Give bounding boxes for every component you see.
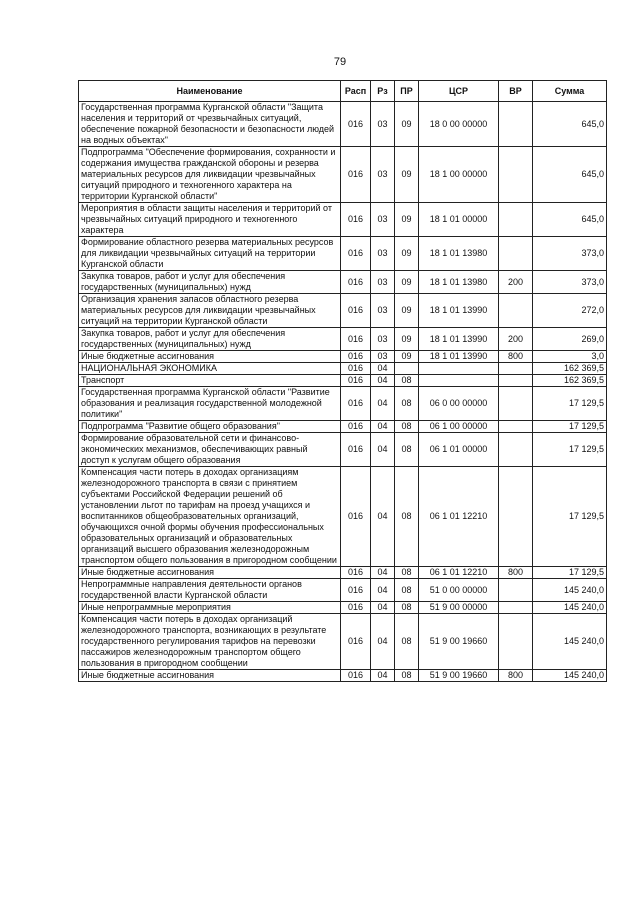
- row-pr: 08: [395, 670, 419, 682]
- row-pr: [395, 363, 419, 375]
- row-name: Государственная программа Курганской области "Развитие образования и реализация государственной молодежной политики": [79, 387, 341, 421]
- row-rz: 04: [371, 375, 395, 387]
- row-rasp: 016: [341, 237, 371, 271]
- table-row: [79, 421, 607, 433]
- table-row: [79, 670, 607, 682]
- row-name: Подпрограмма "Обеспечение формирования, сохранности и содержания имущества гражданской обороны и резерва материальных ресурсов для ликвидации чрезвычайных ситуаций природного и техногенного характера на территории Курганской области": [79, 147, 341, 203]
- row-vr: 800: [499, 567, 533, 579]
- row-name: Формирование образовательной сети и финансово-экономических механизмов, обеспечивающих равный доступ к услугам общего образования: [79, 433, 341, 467]
- header-rz: Рз: [371, 81, 395, 102]
- budget-table: [78, 80, 607, 682]
- header-rasp: Расп: [341, 81, 371, 102]
- row-sum: 17 129,5: [533, 467, 607, 567]
- row-sum: 17 129,5: [533, 387, 607, 421]
- row-name: Иные непрограммные мероприятия: [79, 602, 341, 614]
- row-name: Компенсация части потерь в доходах организаций железнодорожного транспорта, возникающих в результате государственного регулирования тарифов на перевозки пассажиров железнодорожным транспортом общего пользования в пригородном сообщении: [79, 614, 341, 670]
- row-name: Формирование областного резерва материальных ресурсов для ликвидации чрезвычайных ситуаций на территории Курганской области: [79, 237, 341, 271]
- row-rasp: 016: [341, 375, 371, 387]
- row-rasp: 016: [341, 433, 371, 467]
- table-row: [79, 351, 607, 363]
- table-row: [79, 237, 607, 271]
- row-name: Транспорт: [79, 375, 341, 387]
- row-name: Государственная программа Курганской области "Защита населения и территорий от чрезвычайных ситуаций, обеспечение пожарной безопасности и безопасности людей на водных объектах": [79, 102, 341, 147]
- table-row: [79, 147, 607, 203]
- row-pr: 09: [395, 328, 419, 351]
- row-name: Иные бюджетные ассигнования: [79, 567, 341, 579]
- row-pr: 08: [395, 387, 419, 421]
- row-name: Организация хранения запасов областного резерва материальных ресурсов для ликвидации чрезвычайных ситуаций на территории Курганской области: [79, 294, 341, 328]
- header-sum: Сумма: [533, 81, 607, 102]
- row-pr: 08: [395, 614, 419, 670]
- table-row: [79, 203, 607, 237]
- row-rz: 03: [371, 203, 395, 237]
- row-name: Мероприятия в области защиты населения и территорий от чрезвычайных ситуаций природного и техногенного характера: [79, 203, 341, 237]
- row-sum: 145 240,0: [533, 579, 607, 602]
- row-name: Закупка товаров, работ и услуг для обеспечения государственных (муниципальных) нужд: [79, 271, 341, 294]
- row-csr: 06 1 00 00000: [419, 421, 499, 433]
- row-rasp: 016: [341, 102, 371, 147]
- row-rz: 03: [371, 147, 395, 203]
- row-rz: 03: [371, 237, 395, 271]
- row-csr: [419, 363, 499, 375]
- row-csr: 18 1 01 13990: [419, 328, 499, 351]
- row-vr: [499, 294, 533, 328]
- row-vr: 800: [499, 351, 533, 363]
- table-header-row: [79, 81, 607, 102]
- table-row: [79, 567, 607, 579]
- row-sum: 645,0: [533, 147, 607, 203]
- row-rasp: 016: [341, 328, 371, 351]
- table-row: [79, 387, 607, 421]
- row-rasp: 016: [341, 351, 371, 363]
- row-csr: 51 9 00 00000: [419, 602, 499, 614]
- header-vr: ВР: [499, 81, 533, 102]
- row-sum: 17 129,5: [533, 567, 607, 579]
- row-pr: 09: [395, 294, 419, 328]
- table-row: [79, 602, 607, 614]
- row-sum: 3,0: [533, 351, 607, 363]
- row-pr: 09: [395, 237, 419, 271]
- row-name: Подпрограмма "Развитие общего образования": [79, 421, 341, 433]
- row-pr: 09: [395, 351, 419, 363]
- row-sum: 162 369,5: [533, 375, 607, 387]
- row-sum: 645,0: [533, 102, 607, 147]
- table-row: [79, 614, 607, 670]
- table-row: [79, 579, 607, 602]
- row-sum: 17 129,5: [533, 421, 607, 433]
- row-name: Непрограммные направления деятельности органов государственной власти Курганской области: [79, 579, 341, 602]
- row-rasp: 016: [341, 363, 371, 375]
- row-rz: 04: [371, 602, 395, 614]
- row-pr: 08: [395, 421, 419, 433]
- row-rasp: 016: [341, 387, 371, 421]
- row-rasp: 016: [341, 147, 371, 203]
- row-sum: 145 240,0: [533, 602, 607, 614]
- row-csr: [419, 375, 499, 387]
- row-rasp: 016: [341, 579, 371, 602]
- row-rasp: 016: [341, 602, 371, 614]
- row-pr: 09: [395, 203, 419, 237]
- row-rz: 04: [371, 670, 395, 682]
- row-sum: 145 240,0: [533, 670, 607, 682]
- row-vr: [499, 387, 533, 421]
- row-rz: 03: [371, 271, 395, 294]
- row-vr: [499, 147, 533, 203]
- row-sum: 272,0: [533, 294, 607, 328]
- row-vr: 200: [499, 328, 533, 351]
- table-row: [79, 433, 607, 467]
- row-rasp: 016: [341, 421, 371, 433]
- table-row: [79, 363, 607, 375]
- row-vr: [499, 237, 533, 271]
- row-pr: 08: [395, 602, 419, 614]
- row-vr: [499, 467, 533, 567]
- row-vr: [499, 433, 533, 467]
- row-csr: 06 0 00 00000: [419, 387, 499, 421]
- page-number: 79: [333, 56, 347, 68]
- row-rz: 04: [371, 579, 395, 602]
- row-vr: [499, 579, 533, 602]
- row-csr: 18 1 01 13990: [419, 351, 499, 363]
- row-rz: 03: [371, 102, 395, 147]
- row-csr: 51 9 00 19660: [419, 614, 499, 670]
- row-rasp: 016: [341, 294, 371, 328]
- row-rz: 04: [371, 387, 395, 421]
- row-rz: 04: [371, 614, 395, 670]
- row-rz: 04: [371, 567, 395, 579]
- row-pr: 08: [395, 579, 419, 602]
- table-row: [79, 271, 607, 294]
- row-name: Компенсация части потерь в доходах организациям железнодорожного транспорта в связи с принятием субъектами Российской Федерации решений об установлении льгот по тарифам на проезд учащихся и воспитанников общеобразовательных организаций, обучающихся очной формы обучения профессиональных образовательных организаций и образовательных организаций высшего образования железнодорожным транспортом общего пользования в пригородном сообщении: [79, 467, 341, 567]
- row-rz: 04: [371, 363, 395, 375]
- row-vr: [499, 102, 533, 147]
- row-vr: [499, 614, 533, 670]
- row-rasp: 016: [341, 614, 371, 670]
- row-pr: 09: [395, 271, 419, 294]
- row-name: Иные бюджетные ассигнования: [79, 351, 341, 363]
- table-row: [79, 467, 607, 567]
- row-sum: 162 369,5: [533, 363, 607, 375]
- row-sum: 269,0: [533, 328, 607, 351]
- row-csr: 18 0 00 00000: [419, 102, 499, 147]
- row-sum: 645,0: [533, 203, 607, 237]
- row-pr: 09: [395, 102, 419, 147]
- row-vr: [499, 421, 533, 433]
- row-csr: 06 1 01 00000: [419, 433, 499, 467]
- header-pr: ПР: [395, 81, 419, 102]
- row-sum: 373,0: [533, 271, 607, 294]
- row-rz: 04: [371, 421, 395, 433]
- row-csr: 18 1 01 13980: [419, 237, 499, 271]
- row-name: НАЦИОНАЛЬНАЯ ЭКОНОМИКА: [79, 363, 341, 375]
- row-name: Иные бюджетные ассигнования: [79, 670, 341, 682]
- row-csr: 51 0 00 00000: [419, 579, 499, 602]
- header-csr: ЦСР: [419, 81, 499, 102]
- row-csr: 18 1 01 13990: [419, 294, 499, 328]
- row-pr: 08: [395, 375, 419, 387]
- row-sum: 145 240,0: [533, 614, 607, 670]
- row-csr: 51 9 00 19660: [419, 670, 499, 682]
- table-row: [79, 375, 607, 387]
- row-rz: 03: [371, 294, 395, 328]
- row-vr: 800: [499, 670, 533, 682]
- row-vr: [499, 375, 533, 387]
- table-row: [79, 294, 607, 328]
- row-rz: 03: [371, 328, 395, 351]
- row-pr: 08: [395, 567, 419, 579]
- row-rasp: 016: [341, 203, 371, 237]
- row-csr: 06 1 01 12210: [419, 467, 499, 567]
- row-rz: 04: [371, 433, 395, 467]
- header-name: Наименование: [79, 81, 341, 102]
- row-rasp: 016: [341, 467, 371, 567]
- row-rz: 04: [371, 467, 395, 567]
- row-csr: 18 1 00 00000: [419, 147, 499, 203]
- row-csr: 18 1 01 13980: [419, 271, 499, 294]
- row-vr: [499, 203, 533, 237]
- row-name: Закупка товаров, работ и услуг для обеспечения государственных (муниципальных) нужд: [79, 328, 341, 351]
- row-rasp: 016: [341, 670, 371, 682]
- row-vr: [499, 363, 533, 375]
- row-vr: [499, 602, 533, 614]
- table-row: [79, 328, 607, 351]
- table-row: [79, 102, 607, 147]
- row-csr: 06 1 01 12210: [419, 567, 499, 579]
- row-csr: 18 1 01 00000: [419, 203, 499, 237]
- row-sum: 373,0: [533, 237, 607, 271]
- row-vr: 200: [499, 271, 533, 294]
- row-rasp: 016: [341, 567, 371, 579]
- row-pr: 09: [395, 147, 419, 203]
- row-pr: 08: [395, 433, 419, 467]
- row-rasp: 016: [341, 271, 371, 294]
- row-sum: 17 129,5: [533, 433, 607, 467]
- row-rz: 03: [371, 351, 395, 363]
- row-pr: 08: [395, 467, 419, 567]
